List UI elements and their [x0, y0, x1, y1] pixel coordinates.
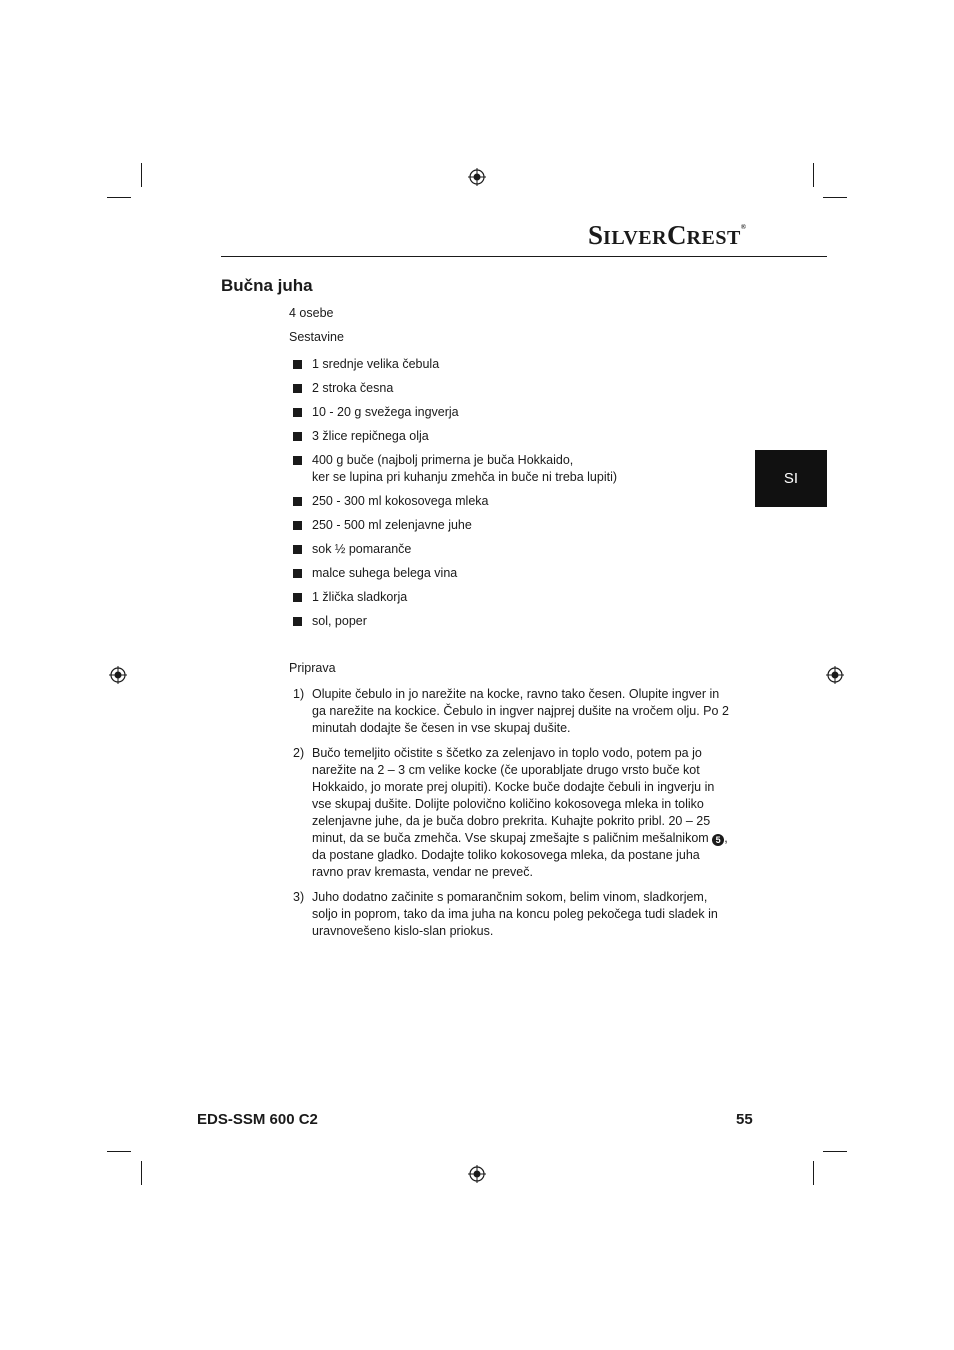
bullet-square-icon: [293, 617, 302, 626]
list-item: 10 - 20 g svežega ingverja: [292, 404, 732, 421]
list-item: sol, poper: [292, 613, 732, 630]
crop-mark: [823, 1151, 847, 1152]
step-item: 1) Olupite čebulo in jo narežite na kocke, ravno tako česen. Olupite ingver in ga narežite na kockice. Čebulo in ingver najprej dušite na vročem olju. Po 2 minutah dodajte še česen in vse skupaj dušite.: [293, 687, 729, 735]
footer-model: EDS-SSM 600 C2: [197, 1111, 318, 1128]
crop-mark: [141, 163, 142, 187]
bullet-square-icon: [293, 456, 302, 465]
crop-mark: [813, 1161, 814, 1185]
crop-mark: [107, 197, 131, 198]
ingredients-label: Sestavine: [289, 330, 344, 344]
registration-mark-icon: [468, 1165, 486, 1183]
list-item: malce suhega belega vina: [292, 565, 732, 582]
preparation-label: Priprava: [289, 661, 336, 675]
list-item: 400 g buče (najbolj primerna je buča Hokkaido, ker se lupina pri kuhanju zmehča in buče ni treba lupiti): [292, 452, 732, 486]
list-item: 250 - 500 ml zelenjavne juhe: [292, 517, 732, 534]
preparation-steps: [289, 686, 731, 948]
ingredient-list: [292, 356, 732, 637]
registration-mark-icon: [109, 666, 127, 684]
page-title: Bučna juha: [221, 276, 313, 295]
bullet-square-icon: [293, 497, 302, 506]
bullet-square-icon: [293, 384, 302, 393]
list-item: 250 - 300 ml kokosovega mleka: [292, 493, 732, 510]
list-item: 1 srednje velika čebula: [292, 356, 732, 373]
step-item: 3) Juho dodatno začinite s pomarančnim sokom, belim vinom, sladkorjem, soljo in poprom, tako da ima juha na koncu poleg pekočega tudi sladek in uravnovešeno kislo-slan priokus.: [293, 890, 718, 938]
servings-text: 4 osebe: [289, 306, 334, 320]
bullet-square-icon: [293, 432, 302, 441]
crop-mark: [823, 197, 847, 198]
silvercrest-logo: SILVERCREST®: [588, 220, 747, 250]
bullet-square-icon: [293, 569, 302, 578]
list-item: 3 žlice repičnega olja: [292, 428, 732, 445]
registration-mark-icon: [468, 168, 486, 186]
list-item: sok ½ pomaranče: [292, 541, 732, 558]
list-item: 2 stroka česna: [292, 380, 732, 397]
page-number: 55: [736, 1111, 753, 1128]
crop-mark: [813, 163, 814, 187]
registration-mark-icon: [826, 666, 844, 684]
crop-mark: [107, 1151, 131, 1152]
part-reference-icon: 5: [712, 834, 724, 846]
bullet-square-icon: [293, 408, 302, 417]
list-item: 1 žlička sladkorja: [292, 589, 732, 606]
bullet-square-icon: [293, 593, 302, 602]
header-rule: [221, 256, 827, 257]
crop-mark: [141, 1161, 142, 1185]
step-item: 2) Bučo temeljito očistite s ščetko za zelenjavo in toplo vodo, potem pa jo narežite na 2 – 3 cm velike kocke (če uporabljate drugo vrsto buče kot Hokkaido, jo morate prej olupiti). Kocke buče dodajte čebuli in ingverju in vse skupaj dušite. Dolijte polovično količino kokosovega mleka in toliko zelenjavne juhe, da je buča dobro prekrita. Kuhajte pokrito pribl. 20 – 25 minut, da se buča zmehča. Vse skupaj zmešajte s paličnim mešalnikom 5 , da postane gladko. Dodajte toliko kokosovega mleka, da postane juha ravno prav kremasta, vendar ne preveč.: [293, 746, 728, 879]
bullet-square-icon: [293, 360, 302, 369]
bullet-square-icon: [293, 545, 302, 554]
bullet-square-icon: [293, 521, 302, 530]
language-tab: SI: [755, 450, 827, 507]
